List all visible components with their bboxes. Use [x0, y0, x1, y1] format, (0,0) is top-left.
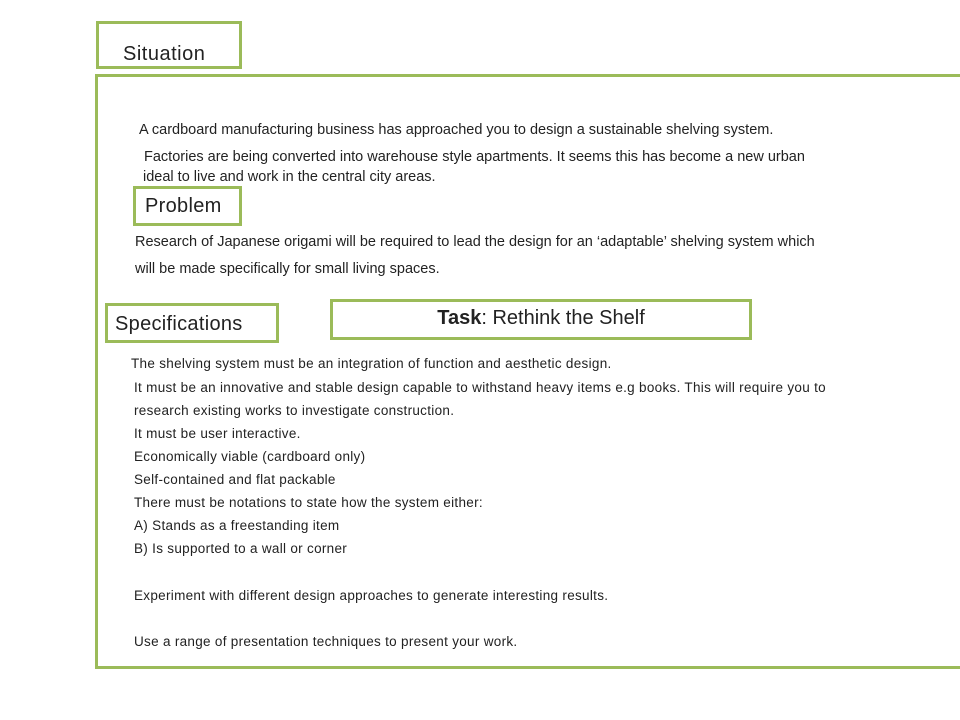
situation-text-line-3: ideal to live and work in the central city areas. [143, 169, 436, 185]
spec-item: Economically viable (cardboard only) [134, 449, 366, 464]
specifications-heading: Specifications [115, 313, 243, 335]
situation-heading: Situation [123, 43, 206, 65]
spec-item: It must be user interactive. [134, 426, 301, 441]
spec-item: Use a range of presentation techniques to present your work. [134, 634, 518, 649]
problem-text-line-1: Research of Japanese origami will be required to lead the design for an ‘adaptable’ shelving system which [135, 234, 815, 250]
spec-item: Self-contained and flat packable [134, 472, 336, 487]
spec-item: A) Stands as a freestanding item [134, 518, 340, 533]
situation-text-line-2: Factories are being converted into warehouse style apartments. It seems this has become a new urban [144, 149, 805, 165]
problem-text-line-2: will be made specifically for small living spaces. [135, 261, 440, 277]
spec-item: Experiment with different design approaches to generate interesting results. [134, 588, 609, 603]
spec-item: research existing works to investigate construction. [134, 403, 455, 418]
task-heading [330, 307, 752, 330]
situation-text-line-1: A cardboard manufacturing business has approached you to design a sustainable shelving system. [139, 122, 774, 138]
task-label-rest: : Rethink the Shelf [481, 307, 645, 329]
spec-item: It must be an innovative and stable design capable to withstand heavy items e.g books. This will require you to [134, 380, 826, 395]
spec-item: There must be notations to state how the system either: [134, 495, 483, 510]
spec-item: B) Is supported to a wall or corner [134, 541, 348, 556]
spec-item: The shelving system must be an integration of function and aesthetic design. [131, 356, 612, 371]
task-label-bold: Task [437, 307, 482, 329]
problem-heading: Problem [145, 195, 222, 217]
